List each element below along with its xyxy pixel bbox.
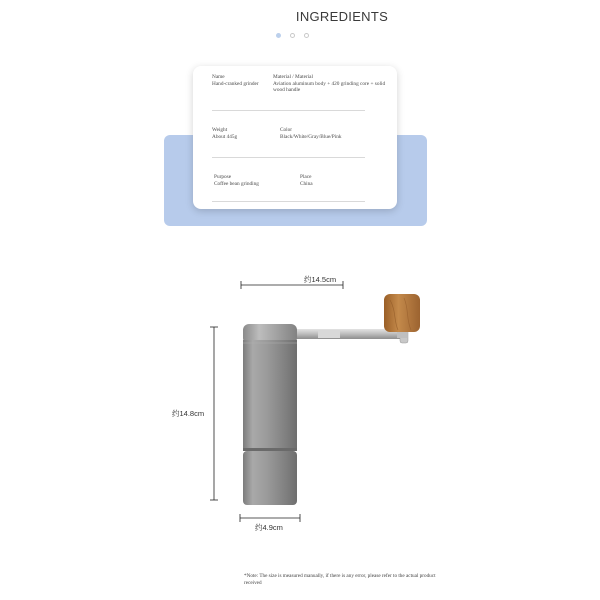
purpose-label: Purpose: [214, 174, 232, 180]
width-label: 约14.5cm: [304, 275, 337, 284]
color-value: Black/White/Gray/Blue/Pink: [280, 133, 342, 140]
height-dimension-line: [210, 327, 218, 500]
place-label: Place: [300, 174, 312, 180]
color-label: Color: [280, 127, 293, 133]
diameter-dimension-line: [240, 514, 300, 522]
place-value: China: [300, 180, 313, 187]
height-label: 约14.8cm: [172, 409, 205, 418]
name-label: Name: [212, 74, 225, 80]
weight-label: Weight: [212, 127, 228, 133]
page-title: INGREDIENTS: [295, 9, 389, 24]
grinder-body: [243, 324, 297, 505]
material-label: Material / Material: [273, 74, 314, 80]
weight-value: About 445g: [212, 133, 238, 140]
measurement-note: *Note: The size is measured manually, if there is any error, please refer to the actual product received: [244, 573, 436, 586]
wooden-knob: [384, 294, 420, 338]
material-value: Aviation aluminum body + 420 grinding core + solid wood handle: [273, 80, 386, 94]
purpose-value: Coffee bean grinding: [214, 180, 259, 187]
name-value: Hand-cranked grinder: [212, 80, 259, 87]
diameter-label: 约4.9cm: [255, 523, 283, 532]
